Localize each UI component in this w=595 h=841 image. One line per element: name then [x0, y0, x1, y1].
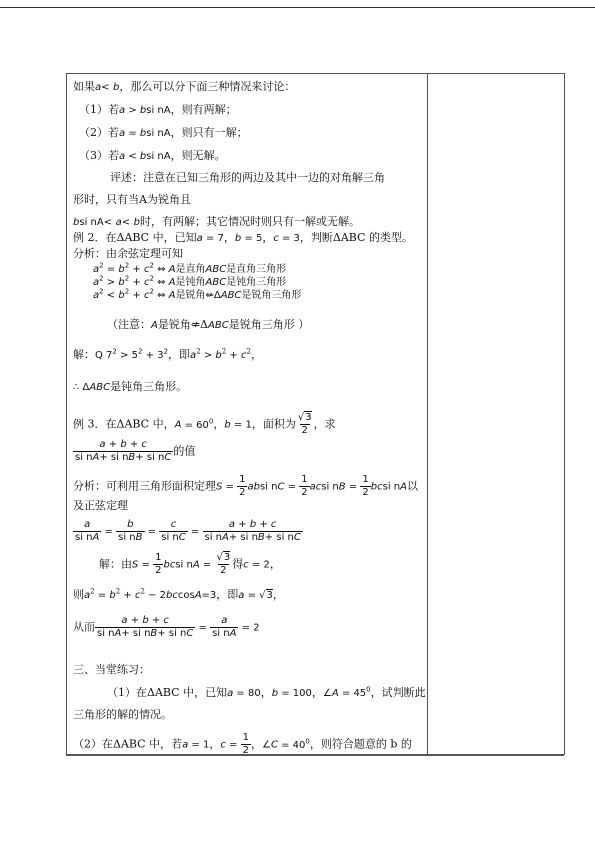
example-3-solve-2: 则$a^2 = b^2 + c^2 - 2bccosA=3$，即a = √3，: [73, 587, 284, 601]
example-2-analysis-label: 分析：由余弦定理可知: [73, 247, 183, 260]
table-left-border: [66, 73, 67, 755]
example-3-analysis: 分析：可利用三角形面积定理S = $\frac{1}{2}$ absi nC = $\frac{1}{2}$ acsi nB = $\frac{1}{2}$ bcsi nA以: [73, 474, 418, 498]
example-3-solve-3: 从而 $\frac{a + b + c}{\text{si nA+ si nB+ si nC}}$ = $\frac{a}{\text{si nA}}$ = 2: [73, 615, 260, 639]
table-top-border: [66, 73, 564, 74]
example-3-prompt: 例 3．在ΔABC 中，$A = 60^0$，b = 1，面积为 $\frac{√3}{2}$ ，求: [73, 412, 336, 436]
rule-acute-angle: $a^2 < b^2 + c^2$ ⇔ A是锐角⇍ΔABC是锐角三角形: [93, 287, 302, 301]
rule-right-angle: $a^2 = b^2 + c^2$ ⇔ A是直角ABC是直角三角形: [93, 261, 287, 275]
intro-line: 如果a< b，那么可以分下面三种情况来讨论：: [73, 80, 296, 93]
case-1: （1）若a > bsi nA，则有两解；: [79, 103, 237, 116]
practice-q2: （2）在ΔABC 中，若a = 1，c = $\frac{1}{2}$ ，∠C = $40^0$，则符合题意的 b 的: [73, 732, 412, 756]
example-3-analysis-2: 及正弦定理: [73, 499, 128, 512]
example-2-prompt: 例 2．在ΔABC 中，已知a = 7，b = 5，c = 3，判断ΔABC 的类型。: [73, 231, 414, 244]
review-line-3: bsi nA< a< b时，有两解；其它情况时则只有一解或无解。: [73, 215, 360, 228]
table-right-border: [564, 73, 565, 755]
example-2-conclusion: ∴ ΔABC是钝角三角形。: [73, 380, 188, 393]
table-column-divider: [427, 73, 428, 755]
practice-q1-line-1: （1）在ΔABC 中，已知a = 80，b = 100，∠A = $45^0$，试判断此: [107, 685, 426, 699]
example-2-solution: 解：Q $7^2 > 5^2 + 3^2$，即$a^2 > b^2 + c^2$，: [73, 347, 262, 361]
case-3: （3）若a < bsi nA，则无解。: [79, 149, 226, 162]
example-3-solve-1: 解：由S = $\frac{1}{2}$ bcsi nA = $\frac{√3}{2}$ 得c = 2，: [99, 552, 281, 576]
case-2: （2）若a = bsi nA，则只有一解；: [79, 126, 248, 139]
review-line-1: 评述：注意在已知三角形的两边及其中一边的对角解三角: [110, 171, 385, 184]
example-2-note: （注意：A是锐角⇍ΔABC是锐角三角形 ）: [107, 318, 310, 331]
sine-law-formula: $\frac{a}{\text{si nA}}$ = $\frac{b}{\text{si nB}}$ = $\frac{c}{\text{si nC}}$ = $\frac{a + b + c}{\text{si nA+ si nB+ si nC}}$: [75, 519, 301, 543]
practice-q1-line-2: 三角形的解的情况。: [73, 708, 172, 721]
page-top-rule: [0, 7, 595, 8]
practice-heading: 三、当堂练习：: [73, 663, 150, 676]
rule-obtuse-angle: $a^2 > b^2 + c^2$ ⇔ A是钝角ABC是钝角三角形: [93, 274, 287, 288]
example-3-target: $\frac{a + b + c}{\text{si nA+ si nB+ si nC}}$ 的值: [75, 439, 196, 463]
review-line-2: 形时，只有当A为锐角且: [73, 193, 191, 206]
